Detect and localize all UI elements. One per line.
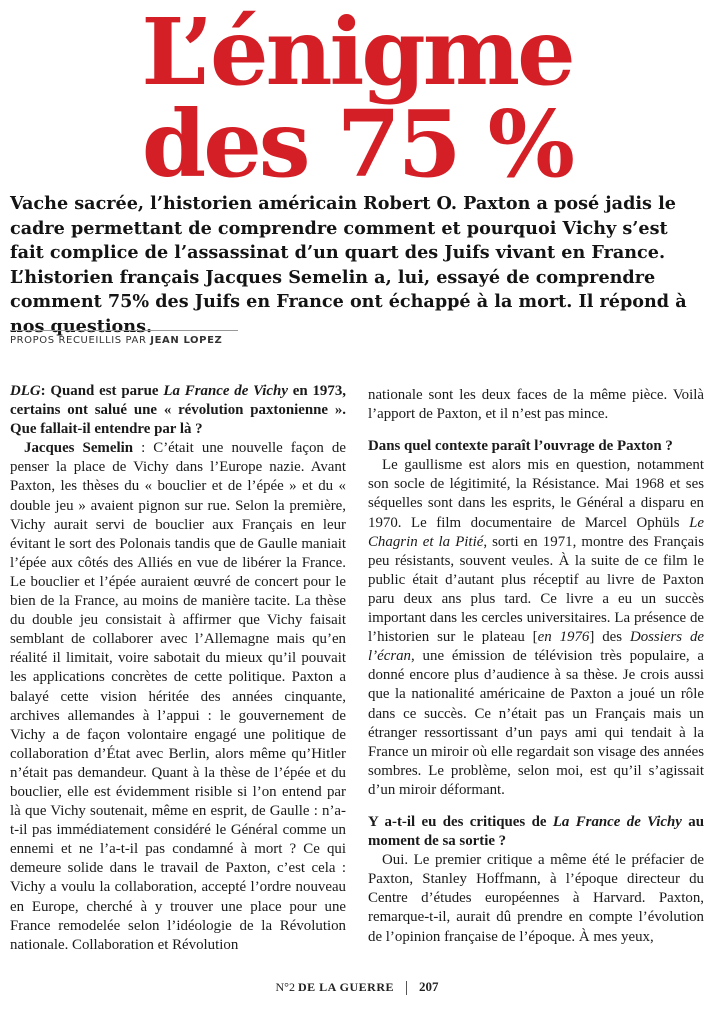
page-number: 207 [419, 979, 439, 994]
answer-1-text: : C’était une nouvelle façon de penser la place de Vichy dans l’Europe nazie. Avant Paxton, les thèses du « bouclier et de l’épée » et du « double jeu » avaient pignon sur rue. Selon la première, Vichy aurait servi de bouclier aux Français en leur évitant le sort des Polonais tandis que de Gaulle maniait l’épée aux côtés des Alliés en vue de libérer la France. Le bouclier et l’épée auraient œuvré de concert pour le bien de la France, au moins de manière tacite. La thèse du double jeu consistait à affirmer que Vichy faisait semblant de collaborer avec l’Allemagne mais qu’en réalité il limitait, voire sabotait du mieux qu’il pouvait les applications concrètes de cette politique. Paxton a balayé cette vision héritée des années cinquante, archives allemandes à l’appui : le gouvernement de Vichy a de façon volontaire engagé une politique de collaboration d’État avec Berlin, alors même qu’Hitler n’était pas demandeur. Quant à la thèse de l’épée et du bouclier, elle est évidemment risible si l’on entend par là que Vichy soutenait, même en esprit, de Gaulle : n’a-t-il pas immédiatement considéré le Général comme un ennemi et ne l’a-t-il pas condamné à mort ? Ce qui demeure solide dans le travail de Paxton, c’est cela : Vichy a voulu la collaboration, accepté l’ordre nouveau en Europe, cherché à y trouver une place pour une France remodelée selon l’idéologie de la Révolution nationale. Collaboration et Révolution [10, 440, 346, 953]
answer-2-text-2: , sorti en 1971, montre des Français peu résistants, souvent veules. À la suite de ce film le public était d’autant plus réceptif au livre de Paxton paru deux ans plus tard. Ce livre a eu un succès important dans les cercles universitaires. La présence de l’historien sur le plateau [ [368, 533, 705, 646]
book-title-2: La France de Vichy [552, 813, 682, 830]
byline-prefix: PROPOS RECUEILLIS PAR [10, 335, 147, 346]
interviewer-tag: DLG [10, 383, 41, 399]
byline [10, 330, 238, 346]
answer-1 [10, 439, 346, 955]
question-1-text-a: : Quand est parue [40, 383, 164, 399]
article-column-right [368, 386, 704, 947]
magazine-name: DE LA GUERRE [297, 980, 394, 994]
tv-show-title: Dossiers de l’écran [368, 629, 704, 665]
issue-number: N°2 [275, 980, 295, 994]
byline-author: JEAN LOPEZ [150, 335, 223, 346]
question-3 [368, 813, 704, 851]
question-3-text: Y a-t-il eu des critiques de [368, 813, 553, 830]
answer-2-text-3: ] des [589, 629, 630, 646]
answer-2-text-1: Le gaullisme est alors mis en question, notamment son socle de légitimité, la Résistance. Mai 1968 et ses séquelles sont dans les esprits, le Général a disparu en 1970. Le film documentaire de Marcel Ophüls [368, 457, 704, 531]
question-2: Dans quel contexte paraît l’ouvrage de Paxton ? [368, 438, 673, 455]
book-title: La France de Vichy [163, 383, 288, 399]
editor-note: en 1976 [537, 629, 590, 646]
question-1-text-b: en 1973, certains ont salué une « révolution paxtonienne ». Que fallait-il entendre par là ? [10, 383, 346, 438]
interviewee-name: Jacques Semelin [24, 440, 133, 457]
headline-line-1: L’énigme [141, 0, 573, 106]
answer-2 [368, 456, 704, 800]
headline-line-2: des 75 % [141, 90, 573, 198]
page-footer [0, 979, 714, 995]
article-column-left [10, 382, 346, 955]
footer-divider [406, 981, 407, 995]
answer-3: Oui. Le premier critique a même été le préfacier de Paxton, Stanley Hoffmann, à l’époque directeur du Centre d’études européennes à Harvard. Paxton, remarque-t-il, aurait dû prendre en compte l’évolution de l’opinion française de l’époque. À mes yeux, [368, 852, 704, 945]
film-title: Le Chagrin et la Pitié [368, 514, 704, 550]
answer-2-text-4: , une émission de télévision très populaire, a donné encore plus d’audience à sa thèse. Je crois aussi que la nationalité américaine de Paxton a joué un rôle dans ce succès. Ce n’était pas un Français mais un étranger ressortissant d’un pays ami qui tendait à la France un miroir où elle regardait son visage des années sombres. Le problème, selon moi, est qu’il s’agissait d’un miroir déformant. [368, 648, 704, 798]
standfirst: Vache sacrée, l’historien américain Robert O. Paxton a posé jadis le cadre permettant de comprendre comment et pourquoi Vichy s’est fait complice de l’assassinat d’un quart des Juifs vivant en France. L’historien français Jacques Semelin a, lui, essayé de comprendre comment 75% des Juifs en France ont échappé à la mort. Il répond à nos questions. [10, 193, 687, 337]
answer-1-continued: nationale sont les deux faces de la même pièce. Voilà l’apport de Paxton, et il n’est pas mince. [368, 387, 704, 423]
question-1 [10, 382, 346, 439]
question-3-end: au moment de sa sortie ? [368, 813, 705, 850]
